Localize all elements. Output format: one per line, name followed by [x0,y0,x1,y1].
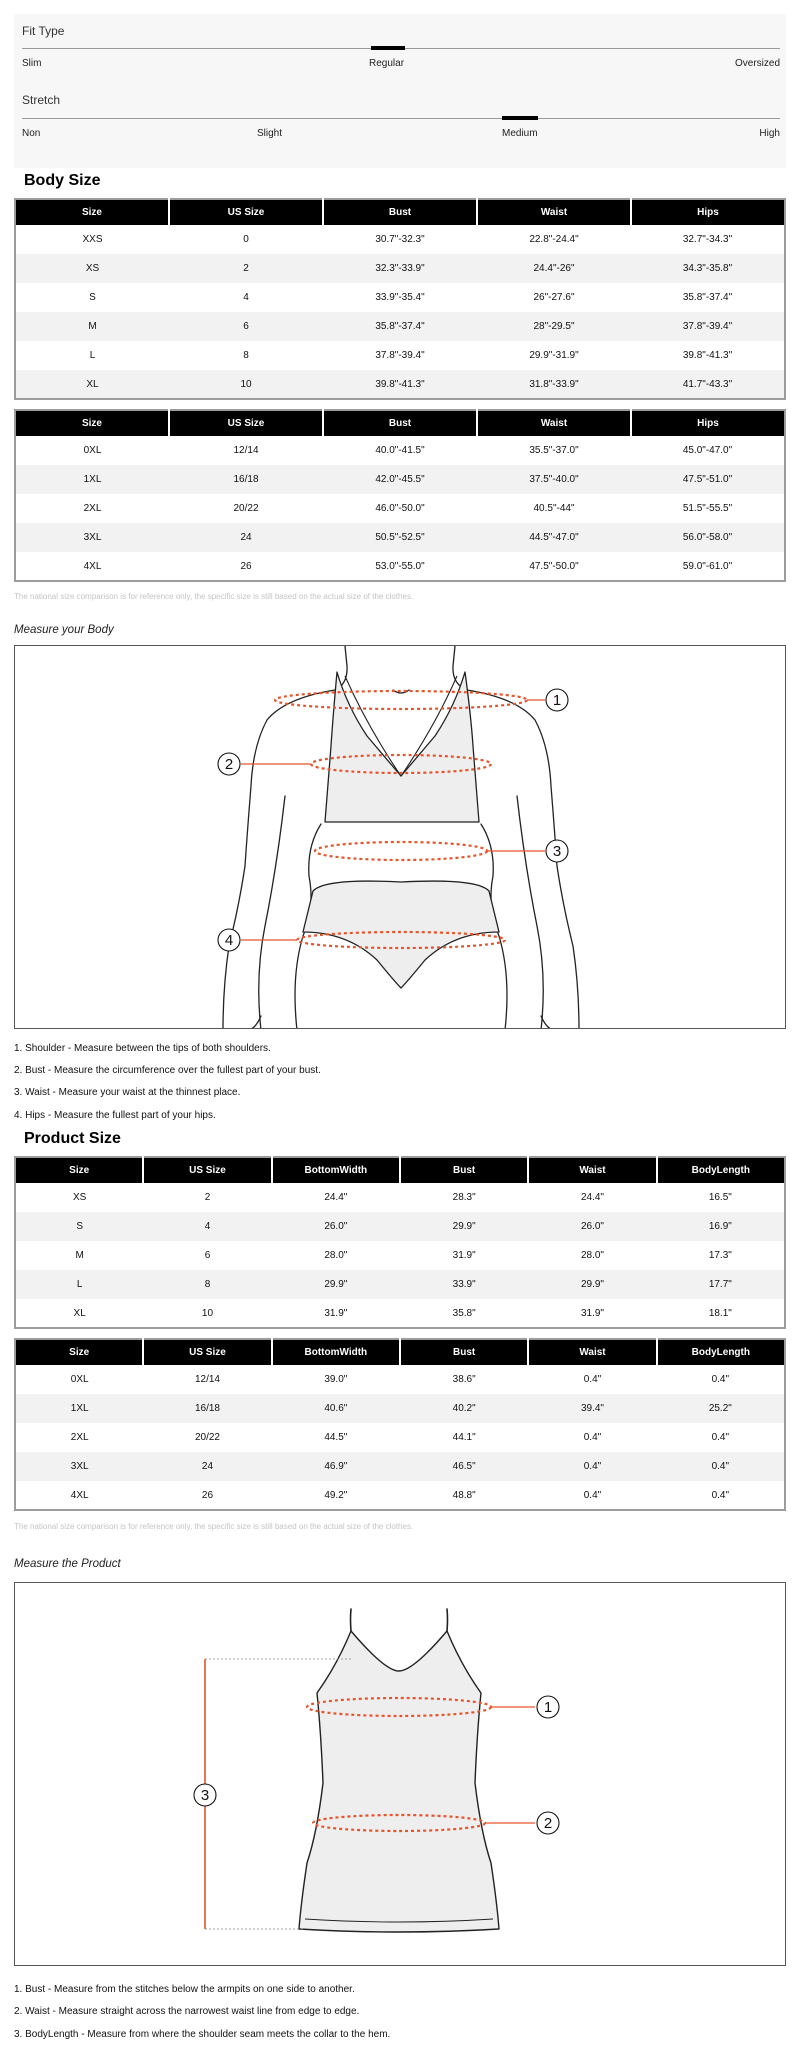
col-header-hips: Hips [631,199,785,225]
table-cell: 39.0" [324,1374,348,1385]
body-instruction-4: 4. Hips - Measure the fullest part of your hips. [14,1110,216,1121]
product-instruction-3: 3. BodyLength - Measure from where the shoulder seam meets the collar to the hem. [14,2029,391,2040]
table-row [15,1452,785,1481]
table-cell: M [15,312,169,341]
table-cell: XL [73,1307,86,1319]
table-cell: 12/14 [233,445,259,456]
table-cell: 37.5"-40.0" [477,465,631,494]
table-cell: 47.5"-51.0" [631,465,785,494]
table-cell: 33.9"-35.4" [375,292,425,303]
table-cell: 39.8"-41.3" [323,370,477,399]
product-size-table-1 [14,1156,786,1329]
col-header-us-size: US Size [169,410,323,436]
table-cell: 0.4" [711,1432,730,1443]
stretch-label-high: High [759,128,780,139]
table-cell: L [15,1270,143,1299]
table-cell: 16/18 [143,1394,271,1423]
col-header-bust: Bust [400,1157,528,1183]
table-cell: 34.3"-35.8" [631,254,785,283]
table-cell: 1XL [15,1394,143,1423]
table-cell: 35.8"-37.4" [323,312,477,341]
body-illustration [15,646,786,1029]
table-cell: 6 [169,312,323,341]
product-size-title: Product Size [24,1130,121,1147]
table-cell: XS [15,254,169,283]
table-row [15,312,785,341]
table-cell: 49.2" [324,1489,348,1501]
table-cell: 4XL [70,1489,89,1501]
table-cell: 40.0"-41.5" [375,445,425,456]
table-cell: M [75,1250,84,1261]
table-cell: 6 [204,1250,211,1261]
col-header-us-size: US Size [169,199,323,225]
table-cell: 28"-29.5" [477,312,631,341]
stretch-track [22,118,780,119]
table-cell: 51.5"-55.5" [682,503,733,514]
table-cell: 41.7"-43.3" [631,370,785,399]
svg-text:2: 2 [224,756,234,773]
table-cell: 40.6" [272,1394,400,1423]
table-header-row [15,1157,785,1183]
table-cell: 24.4"-26" [477,254,631,283]
table-row [15,1365,785,1394]
table-cell: 28.3" [452,1192,476,1203]
table-row [15,1299,785,1328]
table-row [15,1481,785,1510]
stretch-scale [14,91,786,168]
table-row [15,1212,785,1241]
table-cell: 28.0" [324,1250,348,1261]
table-cell: 2XL [83,503,102,514]
body-callout-3 [546,840,568,862]
table-cell: 26.0" [272,1212,400,1241]
table-cell: 0XL [70,1374,89,1385]
col-header-hips: Hips [631,410,785,436]
table-cell: 18.1" [708,1307,732,1319]
col-header-waist: Waist [528,1157,656,1183]
body-size-table-1 [14,198,786,400]
table-cell: S [89,292,96,303]
table-cell: 59.0"-61.0" [682,560,733,572]
col-header-bottom-width: BottomWidth [272,1157,400,1183]
body-callout-1 [546,689,568,711]
table-row [15,1394,785,1423]
table-cell: 16.9" [657,1212,785,1241]
table-cell: 48.8" [452,1489,476,1501]
table-cell: 29.9" [400,1212,528,1241]
tank-top-garment [299,1631,499,1932]
table-cell: 24.4" [580,1192,604,1203]
table-cell: 16/18 [169,465,323,494]
product-callout-2 [537,1812,559,1834]
table-header-row [15,199,785,225]
col-header-size: Size [15,199,169,225]
table-cell: 30.7"-32.3" [375,234,425,245]
col-header-size: Size [15,1339,143,1365]
table-cell: 20/22 [233,503,259,514]
stretch-label-non: Non [22,128,41,139]
table-cell: 26 [240,560,252,572]
col-header-waist: Waist [477,199,631,225]
table-cell: 16.5" [708,1192,732,1203]
product-callout-1 [537,1696,559,1718]
col-header-waist: Waist [528,1339,656,1365]
table-cell: 47.5"-50.0" [529,560,579,572]
table-cell: 20/22 [194,1432,220,1443]
table-cell: 31.8"-33.9" [477,370,631,399]
stretch-label-slight: Slight [257,128,283,139]
stretch-title: Stretch [22,93,61,107]
fit-type-label-regular: Regular [369,58,405,69]
table-row [15,465,785,494]
product-size-table-2 [14,1338,786,1511]
table-cell: 39.8"-41.3" [682,350,733,361]
table-cell: 50.5"-52.5" [323,523,477,552]
table-cell: 26.0" [528,1212,656,1241]
col-header-size: Size [15,1157,143,1183]
table-cell: 40.2" [400,1394,528,1423]
table-row [15,523,785,552]
table-cell: 46.5" [400,1452,528,1481]
fit-type-label-slim: Slim [22,58,42,69]
table-cell: 0.4" [711,1374,730,1385]
table-cell: 46.9" [272,1452,400,1481]
table-cell: 0.4" [657,1452,785,1481]
fit-type-scale [14,14,786,91]
table-header-row [15,1339,785,1365]
body-size-note: The national size comparison is for reference only, the specific size is still based on the actual size of the clothes. [14,592,414,601]
body-instruction-1: 1. Shoulder - Measure between the tips of both shoulders. [14,1043,271,1054]
col-header-us-size: US Size [143,1157,271,1183]
table-cell: 29.9"-31.9" [529,350,579,361]
table-cell: 35.5"-37.0" [529,445,579,456]
table-cell: 3XL [15,1452,143,1481]
bra-garment [325,672,479,822]
body-size-title: Body Size [24,172,101,189]
table-row [15,1423,785,1452]
table-cell: 29.9" [528,1270,656,1299]
svg-text:3: 3 [552,843,562,860]
table-cell: 4XL [83,560,102,572]
table-cell: 22.8"-24.4" [529,234,579,245]
table-cell: 24 [169,523,323,552]
table-cell: 3XL [15,523,169,552]
table-row [15,436,785,465]
product-size-note: The national size comparison is for reference only, the specific size is still based on the actual size of the clothes. [14,1522,414,1531]
table-cell: 10 [201,1307,214,1319]
table-cell: 0.4" [583,1374,602,1385]
table-cell: 10 [169,370,323,399]
body-size-table-2 [14,409,786,582]
tank-top-illustration [15,1583,786,1966]
product-instruction-1: 1. Bust - Measure from the stitches below the armpits on one side to another. [14,1984,355,1995]
body-instruction-2: 2. Bust - Measure the circumference over the fullest part of your bust. [14,1065,321,1076]
table-row [15,494,785,523]
table-cell: 0 [243,234,249,245]
table-cell: 0.4" [583,1432,602,1443]
table-cell: 31.9" [580,1307,604,1319]
table-cell: 4 [143,1212,271,1241]
table-cell: 29.9" [272,1270,400,1299]
table-cell: XS [72,1192,87,1203]
table-cell: 56.0"-58.0" [631,523,785,552]
svg-text:1: 1 [543,1699,553,1716]
col-header-waist: Waist [477,410,631,436]
table-cell: 44.5"-47.0" [477,523,631,552]
stretch-label-medium: Medium [502,128,538,139]
col-header-bust: Bust [323,410,477,436]
table-cell: 1XL [15,465,169,494]
svg-text:2: 2 [543,1815,553,1832]
col-header-bust: Bust [400,1339,528,1365]
fit-type-title: Fit Type [22,24,65,38]
table-cell: 12/14 [194,1374,220,1385]
measure-product-title: Measure the Product [14,1558,121,1570]
product-callout-3 [194,1784,216,1806]
col-header-bust: Bust [323,199,477,225]
table-cell: 17.3" [708,1250,732,1261]
table-cell: 31.9" [452,1250,476,1261]
svg-text:3: 3 [200,1787,210,1804]
table-cell: 8 [143,1270,271,1299]
table-cell: XL [15,370,169,399]
table-row [15,1241,785,1270]
table-cell: 44.5" [324,1432,348,1443]
table-cell: 4 [243,292,249,303]
table-row [15,1183,785,1212]
svg-text:4: 4 [224,932,234,949]
table-cell: 46.0"-50.0" [375,503,425,514]
table-cell: 0.4" [528,1452,656,1481]
stretch-marker [502,116,538,120]
product-measure-figure [14,1582,786,1966]
table-cell: 37.8"-39.4" [375,350,425,361]
table-row [15,1270,785,1299]
table-cell: 44.1" [452,1432,476,1443]
col-header-size: Size [15,410,169,436]
table-cell: S [15,1212,143,1241]
table-cell: 24.4" [324,1192,348,1203]
table-row [15,341,785,370]
table-cell: L [89,350,96,361]
table-cell: 31.9" [324,1307,348,1319]
table-cell: 37.8"-39.4" [631,312,785,341]
table-cell: 26"-27.6" [533,292,575,303]
table-cell: 45.0"-47.0" [682,445,733,456]
fit-type-label-oversized: Oversized [734,58,780,69]
table-cell: 35.8"-37.4" [682,292,733,303]
table-cell: 0.4" [711,1489,730,1501]
table-cell: 53.0"-55.0" [375,560,425,572]
table-cell: 39.4" [528,1394,656,1423]
measure-body-title: Measure your Body [14,624,114,636]
table-cell: 2XL [70,1432,89,1443]
table-cell: 0XL [83,445,102,456]
table-row [15,254,785,283]
table-header-row [15,410,785,436]
table-cell: 2 [204,1192,211,1203]
table-row [15,225,785,254]
table-cell: XXS [82,234,103,245]
table-cell: 2 [169,254,323,283]
table-cell: 35.8" [452,1307,476,1319]
svg-text:1: 1 [552,692,562,709]
table-cell: 26 [201,1489,214,1501]
col-header-body-length: BodyLength [657,1339,785,1365]
table-row [15,552,785,581]
table-cell: 38.6" [452,1374,476,1385]
col-header-bottom-width: BottomWidth [272,1339,400,1365]
table-cell: 8 [243,350,249,361]
table-cell: 42.0"-45.5" [323,465,477,494]
col-header-body-length: BodyLength [657,1157,785,1183]
table-cell: 32.3"-33.9" [323,254,477,283]
table-cell: 0.4" [583,1489,602,1501]
table-cell: 40.5"-44" [533,503,575,514]
waist-measure-line [315,842,487,860]
table-cell: 32.7"-34.3" [682,234,733,245]
fit-panel [14,14,786,168]
body-callout-4 [218,929,240,951]
body-instruction-3: 3. Waist - Measure your waist at the thinnest place. [14,1087,241,1098]
table-cell: 24 [143,1452,271,1481]
shoulder-measure-line [275,691,527,709]
table-row [15,283,785,312]
table-cell: 17.7" [657,1270,785,1299]
table-cell: 25.2" [657,1394,785,1423]
table-row [15,370,785,399]
body-measure-figure [14,645,786,1029]
body-callout-2 [218,753,240,775]
table-cell: 33.9" [400,1270,528,1299]
col-header-us-size: US Size [143,1339,271,1365]
product-instruction-2: 2. Waist - Measure straight across the narrowest waist line from edge to edge. [14,2006,360,2017]
fit-type-marker [371,46,405,50]
table-cell: 28.0" [580,1250,604,1261]
